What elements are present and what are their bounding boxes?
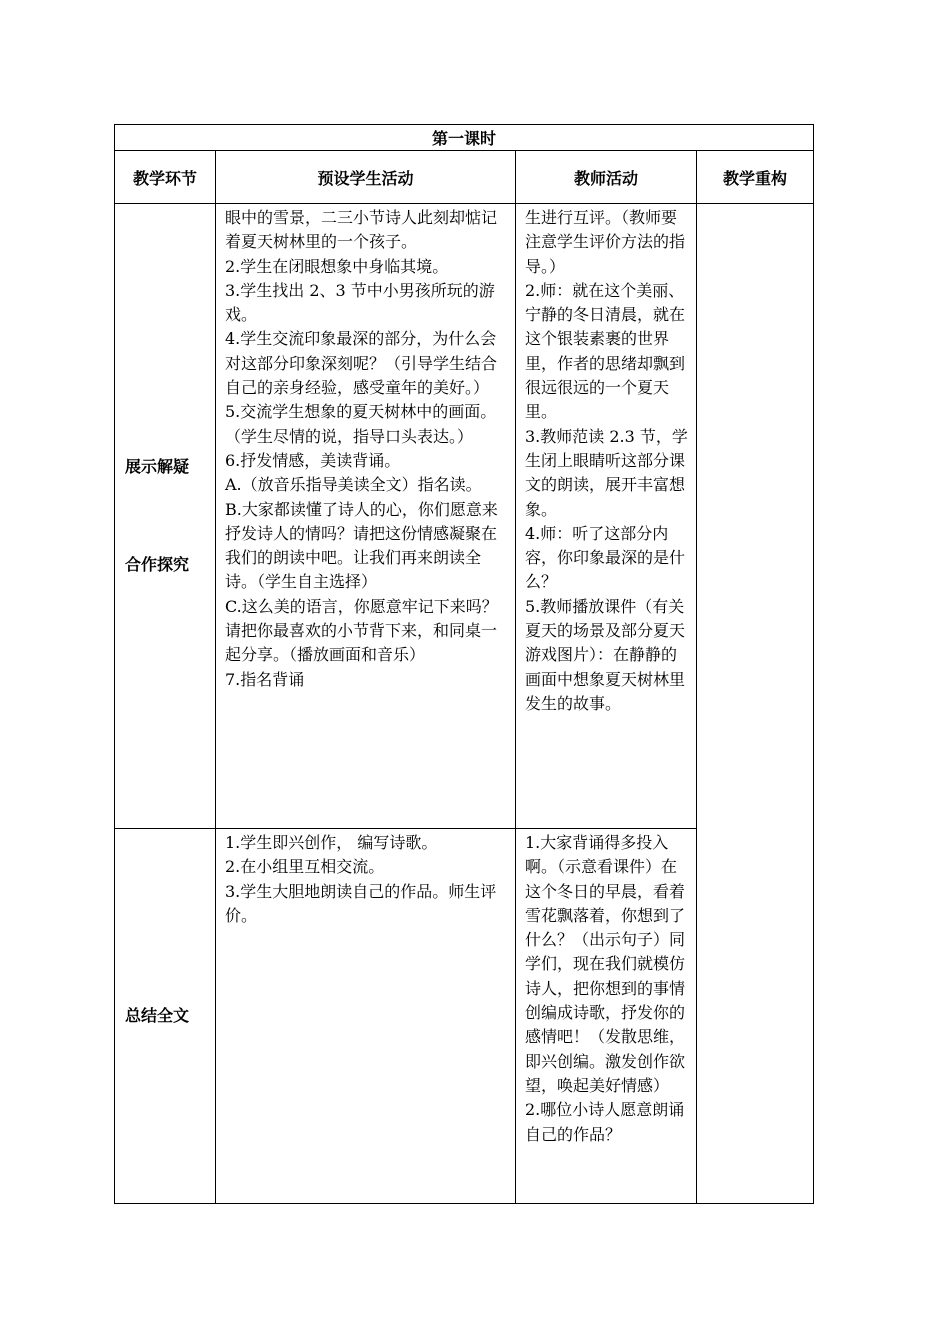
student-activity-line: C.这么美的语言，你愿意牢记下来吗？请把你最喜欢的小节背下来，和同桌一起分享。（播放画面和音乐） [225, 596, 498, 665]
student-activity-line: 6.抒发情感，美读背诵。 [225, 450, 401, 470]
lesson-plan-table [114, 124, 814, 1204]
student-activity-line: 4.学生交流印象最深的部分，为什么会对这部分印象深刻呢？（引导学生结合自己的亲身经验，感受童年的美好。） [225, 329, 498, 398]
stage-cell [115, 829, 216, 1204]
student-activity-line: 眼中的雪景，二三小节诗人此刻却惦记着夏天树林里的一个孩子。 [225, 208, 498, 252]
teacher-activity-line: 生进行互评。（教师要注意学生评价方法的指导。） [525, 208, 686, 276]
teacher-activity-cell [516, 829, 697, 1204]
student-activity-line: 5.交流学生想象的夏天树林中的画面。（学生尽情的说，指导口头表达。） [225, 402, 497, 446]
student-activity-line: A.（放音乐指导美读全文）指名读。 [225, 475, 482, 495]
header-rebuild: 教学重构 [697, 151, 814, 204]
header-student-activity: 预设学生活动 [216, 151, 516, 204]
student-activity-line: 3.学生找出 2、3 节中小男孩所玩的游戏。 [225, 280, 495, 325]
teacher-activity-cell [516, 204, 697, 829]
teacher-activity-line: 3.教师范读 2.3 节，学生闭上眼睛听这部分课文的朗读，展开丰富想象。 [525, 426, 688, 519]
student-activity-cell [216, 204, 516, 829]
student-activity-line: 2.学生在闭眼想象中身临其境。 [225, 256, 449, 276]
stage-label: 合作探究 [125, 555, 190, 574]
teacher-activity-line: 2.师：就在这个美丽、宁静的冬日清晨，就在这个银装素裹的世界里，作者的思绪却飘到很远很远的一个夏天里。 [525, 280, 686, 422]
stage-label: 总结全文 [125, 1006, 190, 1025]
student-activity-line: 2.在小组里互相交流。 [225, 857, 385, 877]
title-row [115, 125, 814, 151]
student-activity-cell [216, 829, 516, 1204]
teacher-activity-line: 4.师：听了这部分内容，你印象最深的是什么？ [525, 523, 686, 592]
stage-cell [115, 204, 216, 829]
teacher-activity-line: 1.大家背诵得多投入啊。（示意看课件）在这个冬日的早晨，看着雪花飘落着，你想到了什么？（出示句子）同学们，现在我们就模仿诗人，把你想到的事情创编成诗歌，抒发你的感情吧！（发散思维，即兴创编。激发创作欲望，唤起美好情感） [525, 833, 686, 1095]
header-row [115, 151, 814, 204]
rebuild-cell [697, 204, 814, 1204]
student-activity-line: 3.学生大胆地朗读自己的作品。师生评价。 [225, 881, 497, 925]
header-stage: 教学环节 [115, 151, 216, 204]
student-activity-line: 7.指名背诵 [225, 669, 305, 689]
student-activity-line: 1.学生即兴创作， 编写诗歌。 [225, 833, 438, 852]
teacher-activity-line: 5.教师播放课件（有关夏天的场景及部分夏天游戏图片）：在静静的画面中想象夏天树林里发生的故事。 [525, 596, 686, 713]
lesson-title: 第一课时 [115, 125, 814, 151]
student-activity-line: B.大家都读懂了诗人的心，你们愿意来抒发诗人的情吗？请把这份情感凝聚在我们的朗读中吧。让我们再来朗读全诗。（学生自主选择） [225, 499, 498, 592]
teacher-activity-line: 2.哪位小诗人愿意朗诵自己的作品？ [525, 1100, 685, 1144]
table-row [115, 204, 814, 829]
header-teacher-activity: 教师活动 [516, 151, 697, 204]
stage-label: 展示解疑 [125, 457, 190, 476]
